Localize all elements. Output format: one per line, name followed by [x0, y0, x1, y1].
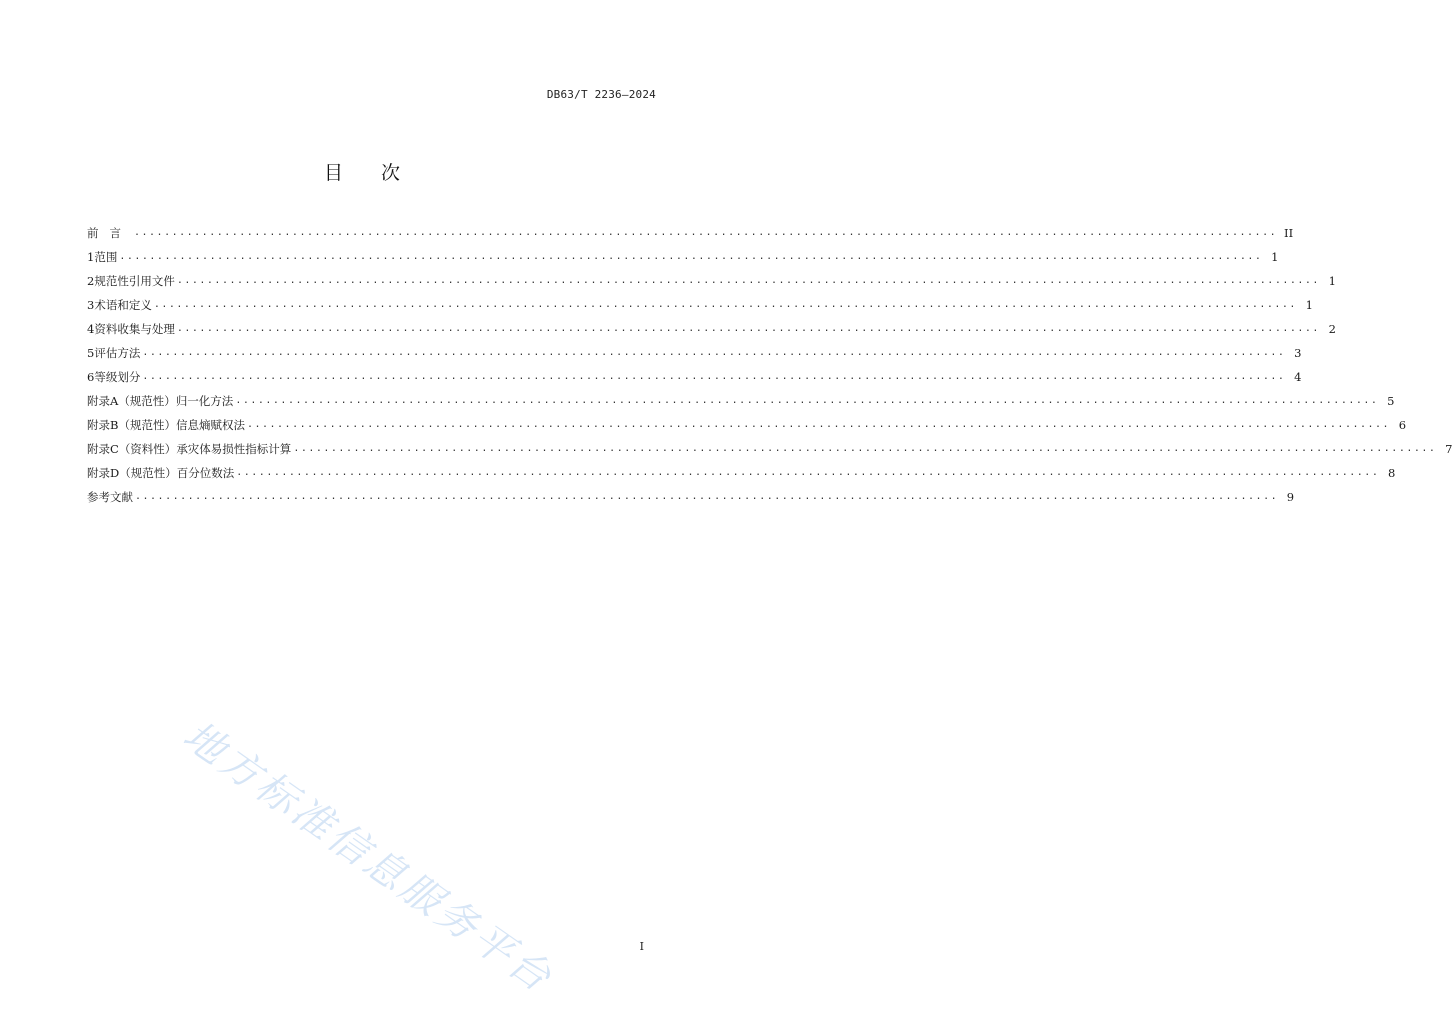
toc-page-number: 4: [1294, 370, 1302, 384]
toc-entry-text: 承灾体易损性指标计算: [176, 442, 292, 456]
toc-title-part1: 目: [323, 162, 343, 184]
toc-entry-text: 百分位数法: [176, 466, 235, 480]
toc-entry-text: 参考文献: [87, 490, 133, 504]
toc-entry-number: 1: [87, 250, 95, 264]
toc-entry-text: 范围: [94, 250, 118, 264]
table-of-contents: [87, 216, 1452, 504]
toc-entry-references[interactable]: [87, 480, 1295, 504]
dot-leader: ........................................................................................................................................................: [246, 419, 1391, 430]
dot-leader: ........................................................................................................................................................: [134, 227, 1278, 238]
toc-entry-data-collection[interactable]: [87, 312, 1336, 336]
dot-leader: ........................................................................................................................................................: [235, 395, 1379, 406]
dot-leader: ........................................................................................................................................................: [142, 347, 1286, 358]
annex-id: 附录B: [87, 418, 119, 432]
toc-entry-annex-c[interactable]: [87, 432, 1452, 456]
dot-leader: ........................................................................................................................................................: [176, 323, 1320, 334]
annex-kind: （规范性）: [119, 466, 177, 480]
toc-title: [0, 158, 724, 185]
toc-entry-text: 信息熵赋权法: [175, 418, 245, 432]
toc-entry-scope[interactable]: [87, 240, 1279, 264]
toc-entry-text: 归一化方法: [175, 394, 234, 408]
toc-page-number: 8: [1388, 466, 1396, 480]
toc-entry-annex-b[interactable]: [87, 408, 1407, 432]
dot-leader: ........................................................................................................................................................: [119, 251, 1263, 262]
toc-entry-annex-d[interactable]: [87, 456, 1396, 480]
toc-entry-text: 等级划分: [94, 370, 141, 384]
toc-page-number: 1: [1305, 298, 1313, 312]
toc-entry-number: 5: [87, 346, 95, 360]
toc-page-number: 1: [1271, 250, 1279, 264]
toc-page-number: 5: [1387, 394, 1395, 408]
toc-page-number: 2: [1328, 322, 1336, 336]
dot-leader: ........................................................................................................................................................: [153, 299, 1297, 310]
annex-kind: （规范性）: [118, 394, 176, 408]
toc-entry-number: 4: [87, 322, 95, 336]
annex-kind: （规范性）: [118, 418, 176, 432]
toc-entry-normative-references[interactable]: [87, 264, 1336, 288]
annex-id: 附录C: [87, 442, 119, 456]
toc-entry-grade-division[interactable]: [87, 360, 1302, 384]
page-number: I: [639, 940, 644, 953]
toc-page-number: 1: [1328, 274, 1336, 288]
toc-entry-text: 评估方法: [94, 346, 141, 360]
toc-page-number: 6: [1398, 418, 1407, 432]
standard-code: DB63/T 2236—2024: [546, 88, 656, 101]
watermark-text: 地方标准信息服务平台: [174, 712, 562, 1003]
toc-entry-annex-a[interactable]: [87, 384, 1395, 408]
toc-page-number: II: [1284, 226, 1294, 240]
toc-entry-number: 2: [87, 274, 95, 288]
toc-entry-number: 3: [87, 298, 95, 312]
toc-entry-text: 资料收集与处理: [94, 322, 175, 336]
annex-kind: （资料性）: [118, 442, 177, 456]
toc-entry-foreword[interactable]: [87, 216, 1294, 240]
toc-page-number: 3: [1294, 346, 1302, 360]
annex-id: 附录A: [87, 394, 119, 408]
toc-page-number: 7: [1445, 442, 1452, 456]
toc-entry-text: 规范性引用文件: [94, 274, 175, 288]
toc-entry-assessment-method[interactable]: [87, 336, 1302, 360]
dot-leader: ........................................................................................................................................................: [293, 443, 1437, 454]
toc-entry-text: 术语和定义: [94, 298, 152, 312]
toc-entry-terms[interactable]: [87, 288, 1313, 312]
dot-leader: ........................................................................................................................................................: [236, 467, 1380, 478]
toc-entry-text: 前言: [87, 226, 132, 240]
toc-entry-number: 6: [87, 370, 95, 384]
annex-id: 附录D: [87, 466, 120, 480]
toc-page-number: 9: [1286, 490, 1295, 504]
dot-leader: ........................................................................................................................................................: [142, 371, 1286, 382]
toc-title-part2: 次: [381, 162, 401, 184]
dot-leader: ........................................................................................................................................................: [135, 491, 1279, 502]
dot-leader: ........................................................................................................................................................: [176, 275, 1320, 286]
